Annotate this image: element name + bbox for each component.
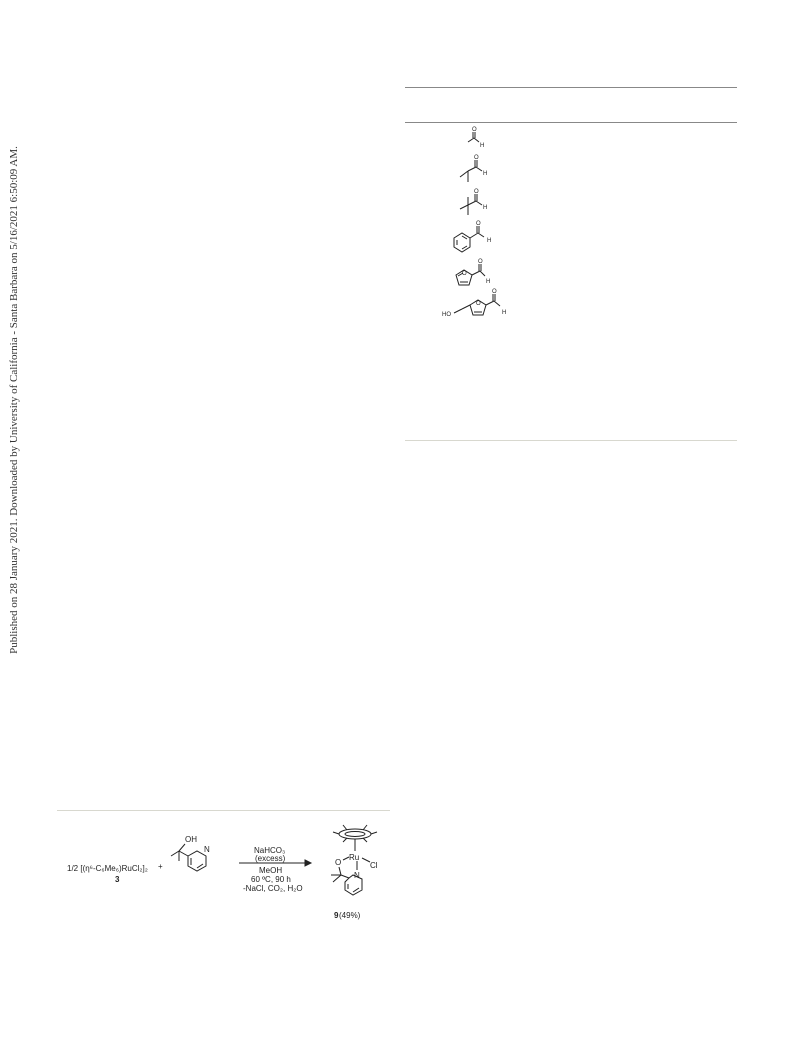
reaction-arrowhead: [305, 860, 311, 866]
acetaldehyde-H: H: [480, 143, 485, 149]
pivaldehyde-O: O: [474, 189, 479, 195]
plus-sign: +: [158, 862, 163, 871]
reagent-conditions: 60 ºC, 90 h: [251, 875, 291, 884]
product-yield: (49%): [339, 911, 361, 920]
hmf-O: O: [492, 289, 497, 295]
product-number: 9: [334, 911, 339, 920]
table-header-rule: [405, 122, 737, 123]
hmf-ring-O: O: [476, 301, 481, 307]
reagent-byproducts: -NaCl, CO₂, H₂O: [243, 884, 303, 893]
acetaldehyde-O: O: [472, 127, 477, 133]
hmf-H: H: [502, 310, 507, 316]
benzaldehyde-H: H: [487, 238, 492, 244]
benzaldehyde-structure: [454, 221, 491, 252]
table-bottom-rule: [405, 440, 737, 441]
reactant-ru-dimer-number: 3: [115, 875, 120, 884]
pyridyl-alcohol-structure: [171, 835, 210, 871]
table-top-rule: [405, 87, 737, 88]
furfural-ring-O: O: [462, 271, 467, 277]
product-O: O: [335, 858, 342, 867]
reagent-nahco3: NaHCO₃: [254, 846, 286, 855]
scheme-top-rule: [57, 810, 390, 811]
reactant-N: N: [204, 845, 210, 854]
benzaldehyde-O: O: [476, 221, 481, 227]
isobutyraldehyde-structure: [460, 155, 487, 182]
margin-download-note: [4, 146, 24, 654]
product-Ru: Ru: [349, 853, 360, 862]
furfural-H: H: [486, 279, 491, 285]
product-Cl: Cl: [370, 861, 378, 870]
furfural-O: O: [478, 259, 483, 265]
margin-note-text: Published on 28 January 2021. Downloaded by University of California - Santa Barbara on 5/16/2021 6:50:09 AM.: [8, 146, 21, 654]
reactant-OH: OH: [185, 835, 197, 844]
reactant-ru-dimer: 1/2 [(η⁶-C₆Me₆)RuCl₂]₂: [67, 864, 148, 873]
reagent-meoh: MeOH: [259, 866, 283, 875]
pivaldehyde-H: H: [483, 205, 488, 211]
product-N: N: [354, 871, 360, 880]
pivaldehyde-structure: [460, 189, 487, 215]
isobutyraldehyde-O: O: [474, 155, 479, 161]
furfural-structure: [456, 259, 490, 285]
acetaldehyde-structure: [468, 127, 484, 149]
reagent-excess: (excess): [255, 854, 286, 863]
hmf-HO: HO: [442, 312, 451, 318]
ru-complex-structure: [331, 825, 378, 895]
hmf-structure: [442, 289, 506, 318]
isobutyraldehyde-H: H: [483, 171, 488, 177]
aldehyde-structures: [430, 125, 550, 325]
reaction-scheme: [57, 820, 397, 930]
